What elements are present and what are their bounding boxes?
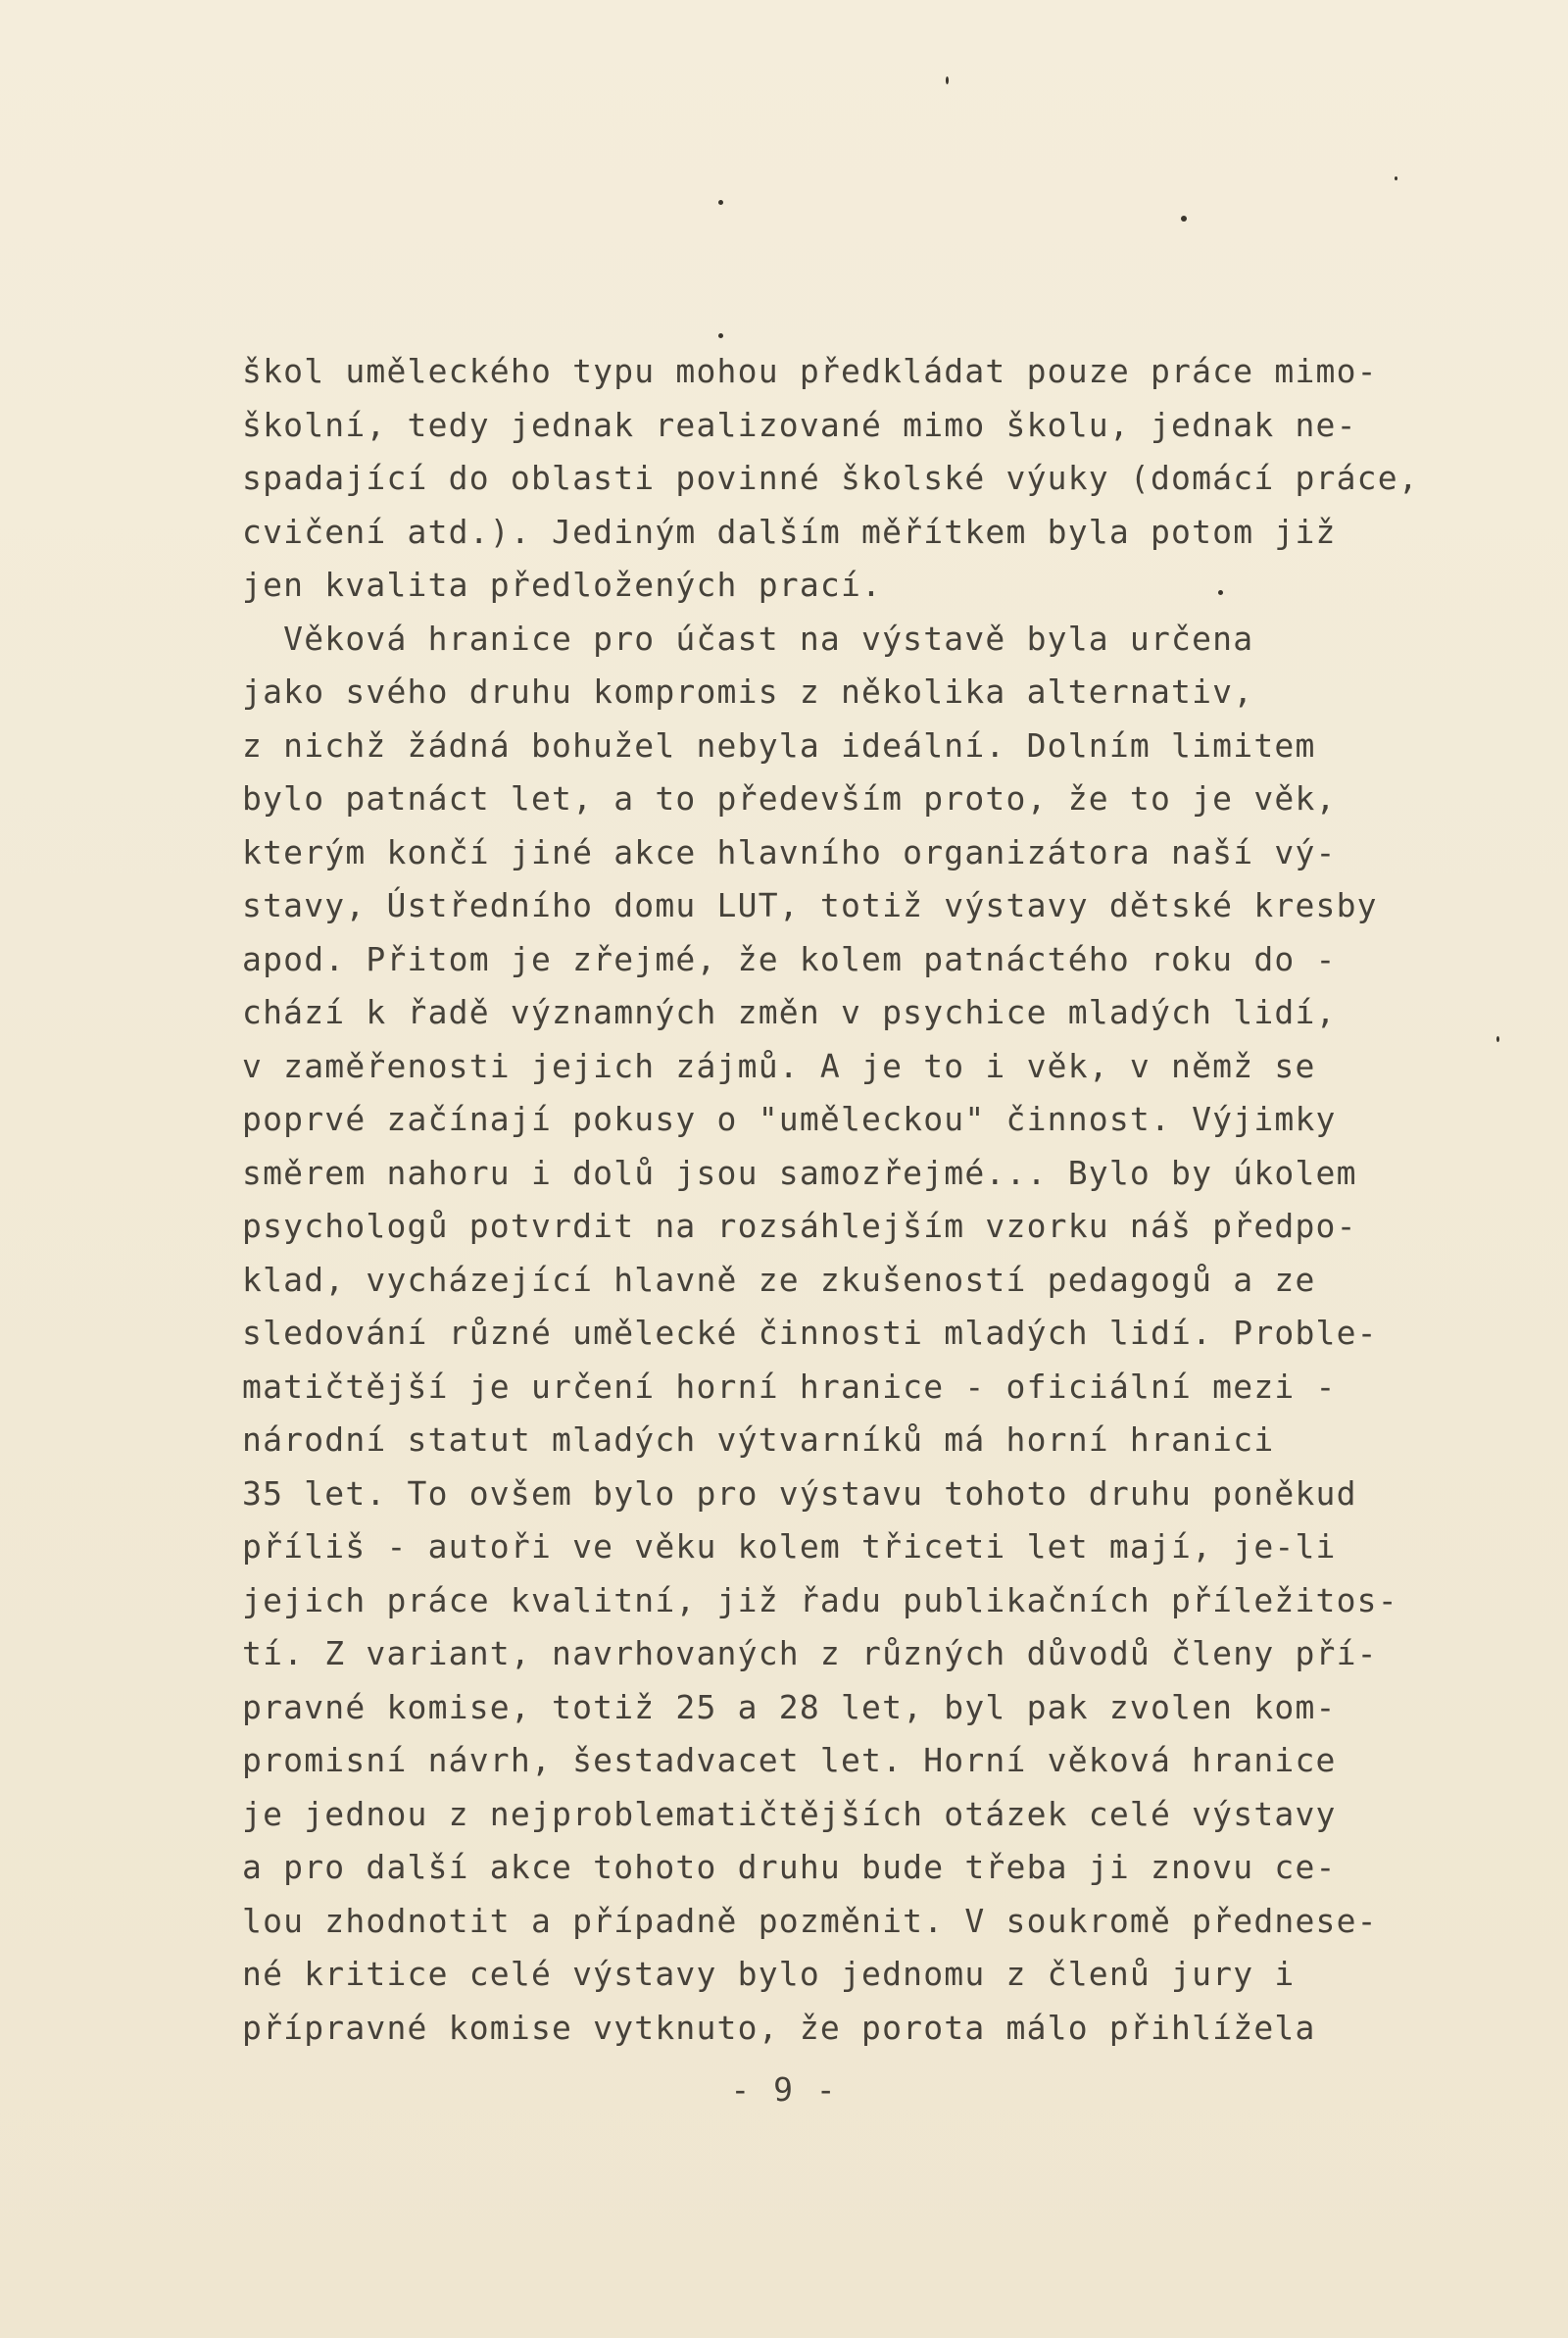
text-line: cvičení atd.). Jediným dalším měřítkem byla potom již [242,512,1337,551]
text-line: promisní návrh, šestadvacet let. Horní věková hranice [242,1741,1337,1779]
text-line: příliš - autoři ve věku kolem třiceti let mají, je-li [242,1527,1337,1566]
text-line: lou zhodnotit a případně pozměnit. V soukromě přednese- [242,1901,1378,1940]
text-line: matičtější je určení horní hranice - oficiální mezi - [242,1367,1337,1406]
text-line: apod. Přitom je zřejmé, že kolem patnáctého roku do - [242,939,1337,978]
page-number: - 9 - [730,2070,838,2109]
text-line: jako svého druhu kompromis z několika alternativ, [242,672,1254,711]
text-line: jen kvalita předložených prací. [242,566,883,604]
text-line: Věková hranice pro účast na výstavě byla určena [242,619,1254,658]
text-line: je jednou z nejproblematičtějších otázek celé výstavy [242,1794,1337,1833]
text-line: národní statut mladých výtvarníků má horní hranici [242,1420,1275,1459]
text-line: psychologů potvrdit na rozsáhlejším vzorku náš předpo- [242,1207,1357,1245]
text-line: né kritice celé výstavy bylo jednomu z členů jury i [242,1955,1296,1993]
text-line: klad, vycházející hlavně ze zkušeností pedagogů a ze [242,1260,1316,1299]
text-line: přípravné komise vytknuto, že porota málo přihlížela [242,2008,1316,2047]
paper-speck [718,200,723,205]
text-line: směrem nahoru i dolů jsou samozřejmé... Bylo by úkolem [242,1153,1357,1192]
text-line: bylo patnáct let, a to především proto, že to je věk, [242,779,1337,818]
text-line: pravné komise, totiž 25 a 28 let, byl pak zvolen kom- [242,1687,1337,1726]
text-line: škol uměleckého typu mohou předkládat pouze práce mimo- [242,352,1378,390]
paper-speck [946,76,949,84]
text-line: školní, tedy jednak realizované mimo školu, jednak ne- [242,405,1357,444]
paper-speck [1395,176,1397,180]
text-line: stavy, Ústředního domu LUT, totiž výstavy dětské kresby [242,886,1378,924]
text-line: spadající do oblasti povinné školské výuky (domácí práce, [242,459,1419,497]
text-line: kterým končí jiné akce hlavního organizátora naší vý- [242,832,1337,871]
text-line: 35 let. To ovšem bylo pro výstavu tohoto druhu poněkud [242,1473,1357,1513]
paper-speck [1496,1036,1499,1042]
text-line: sledování různé umělecké činnosti mladých lidí. Proble- [242,1314,1378,1352]
text-line: v zaměřenosti jejich zájmů. A je to i věk, v němž se [242,1046,1316,1085]
paper-speck [1181,216,1187,222]
text-line: chází k řadě významných změn v psychice mladých lidí, [242,993,1337,1031]
text-line: poprvé začínají pokusy o "uměleckou" činnost. Výjimky [242,1100,1337,1138]
text-line: a pro další akce tohoto druhu bude třeba ji znovu ce- [242,1848,1337,1886]
text-line: z nichž žádná bohužel nebyla ideální. Dolním limitem [242,725,1316,765]
text-line: jejich práce kvalitní, již řadu publikačních příležitos- [242,1580,1398,1619]
paper-speck [718,333,723,338]
text-line: tí. Z variant, navrhovaných z různých důvodů členy pří- [242,1634,1378,1672]
typed-text-body [242,345,1467,2055]
